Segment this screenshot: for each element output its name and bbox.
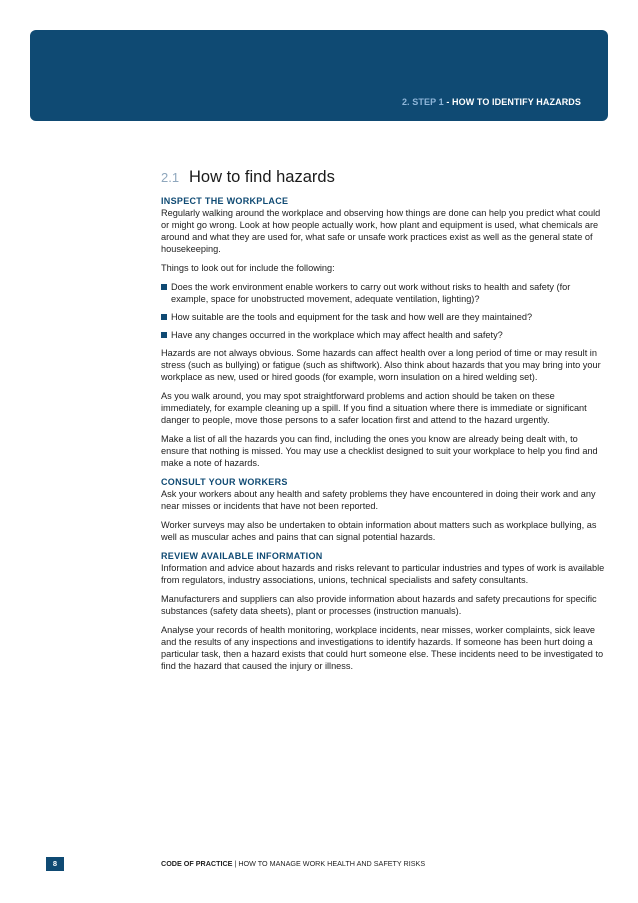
header-separator: - — [443, 97, 453, 107]
list-item — [161, 329, 607, 341]
header-step: 2. STEP 1 — [401, 97, 444, 107]
inspect-paragraph-2: Things to look out for include the following: — [161, 263, 335, 273]
consult-heading: CONSULT YOUR WORKERS — [161, 477, 288, 487]
header-section-title: HOW TO IDENTIFY HAZARDS — [452, 97, 581, 107]
inspect-paragraph-3: Hazards are not always obvious. Some hazards can affect health over a long period of time or may result in stress (such as bullying) or fatigue (such as shiftwork). Also think about hazards that you may bring into your workplace as new, used or hired goods (for example, worn insulation on a hired welding set). — [161, 348, 601, 382]
inspect-paragraph-1: Regularly walking around the workplace and observing how things are done can help you predict what could or might go wrong. Look at how people actually work, how plant and equipment is used, what chemicals are around and what they are used for, what safe or unsafe work practices exist as well as the general state of housekeeping. — [161, 208, 601, 254]
consult-paragraph-2: Worker surveys may also be undertaken to obtain information about matters such as workplace bullying, as well as muscular aches and pains that can signal potential hazards. — [161, 520, 597, 542]
review-paragraph-1: Information and advice about hazards and risks relevant to particular industries and types of work is available from regulators, industry associations, unions, technical specialists and safety consultants. — [161, 563, 605, 585]
header-banner — [30, 30, 608, 121]
review-paragraph-3: Analyse your records of health monitoring, workplace incidents, near misses, worker complaints, sick leave and the results of any inspections and investigations to identify hazards. If someone has been hurt doing a particular task, then a hazard exists that could hurt someone else. These incidents need to be investigated to find the hazard that caused the injury or illness. — [161, 625, 604, 671]
header-title — [402, 97, 581, 107]
section-heading — [161, 168, 607, 187]
bullet-square-icon — [161, 314, 167, 320]
main-content — [161, 168, 607, 679]
footer-text — [161, 859, 425, 868]
inspect-paragraph-5: Make a list of all the hazards you can find, including the ones you know are already being dealt with, to ensure that nothing is missed. You may use a checklist designed to suit your workplace to help you find and make a note of hazards. — [161, 434, 598, 468]
review-paragraph-2: Manufacturers and suppliers can also provide information about hazards and safety precautions for specific substances (safety data sheets), plant or processes (instruction manuals). — [161, 594, 597, 616]
inspect-paragraph-4: As you walk around, you may spot straightforward problems and action should be taken on these immediately, for example cleaning up a spill. If you find a situation where there is immediate or significant danger to people, move those persons to a safer location first and attend to the hazard urgently. — [161, 391, 587, 425]
page-number: 8 — [46, 857, 64, 871]
bullet-text: Have any changes occurred in the workplace which may affect health and safety? — [171, 330, 503, 340]
footer-doc-label: CODE OF PRACTICE — [161, 859, 233, 868]
review-heading: REVIEW AVAILABLE INFORMATION — [161, 551, 323, 561]
section-number: 2.1 — [161, 170, 180, 185]
inspect-heading: INSPECT THE WORKPLACE — [161, 196, 289, 206]
section-title: How to find hazards — [189, 168, 335, 186]
bullet-text: Does the work environment enable workers to carry out work without risks to health and safety (for example, space for unobstructed movement, adequate ventilation, lighting)? — [171, 282, 571, 304]
page-footer — [0, 857, 638, 871]
bullet-square-icon — [161, 284, 167, 290]
list-item — [161, 281, 607, 305]
consult-paragraph-1: Ask your workers about any health and safety problems they have encountered in doing their work and any near misses or incidents that have not been reported. — [161, 489, 596, 511]
footer-separator: | — [232, 859, 239, 868]
bullet-text: How suitable are the tools and equipment for the task and how well are they maintained? — [171, 312, 533, 322]
footer-doc-title: HOW TO MANAGE WORK HEALTH AND SAFETY RISKS — [238, 859, 426, 868]
list-item — [161, 311, 607, 323]
bullet-square-icon — [161, 332, 167, 338]
inspect-bullet-list — [161, 281, 607, 341]
